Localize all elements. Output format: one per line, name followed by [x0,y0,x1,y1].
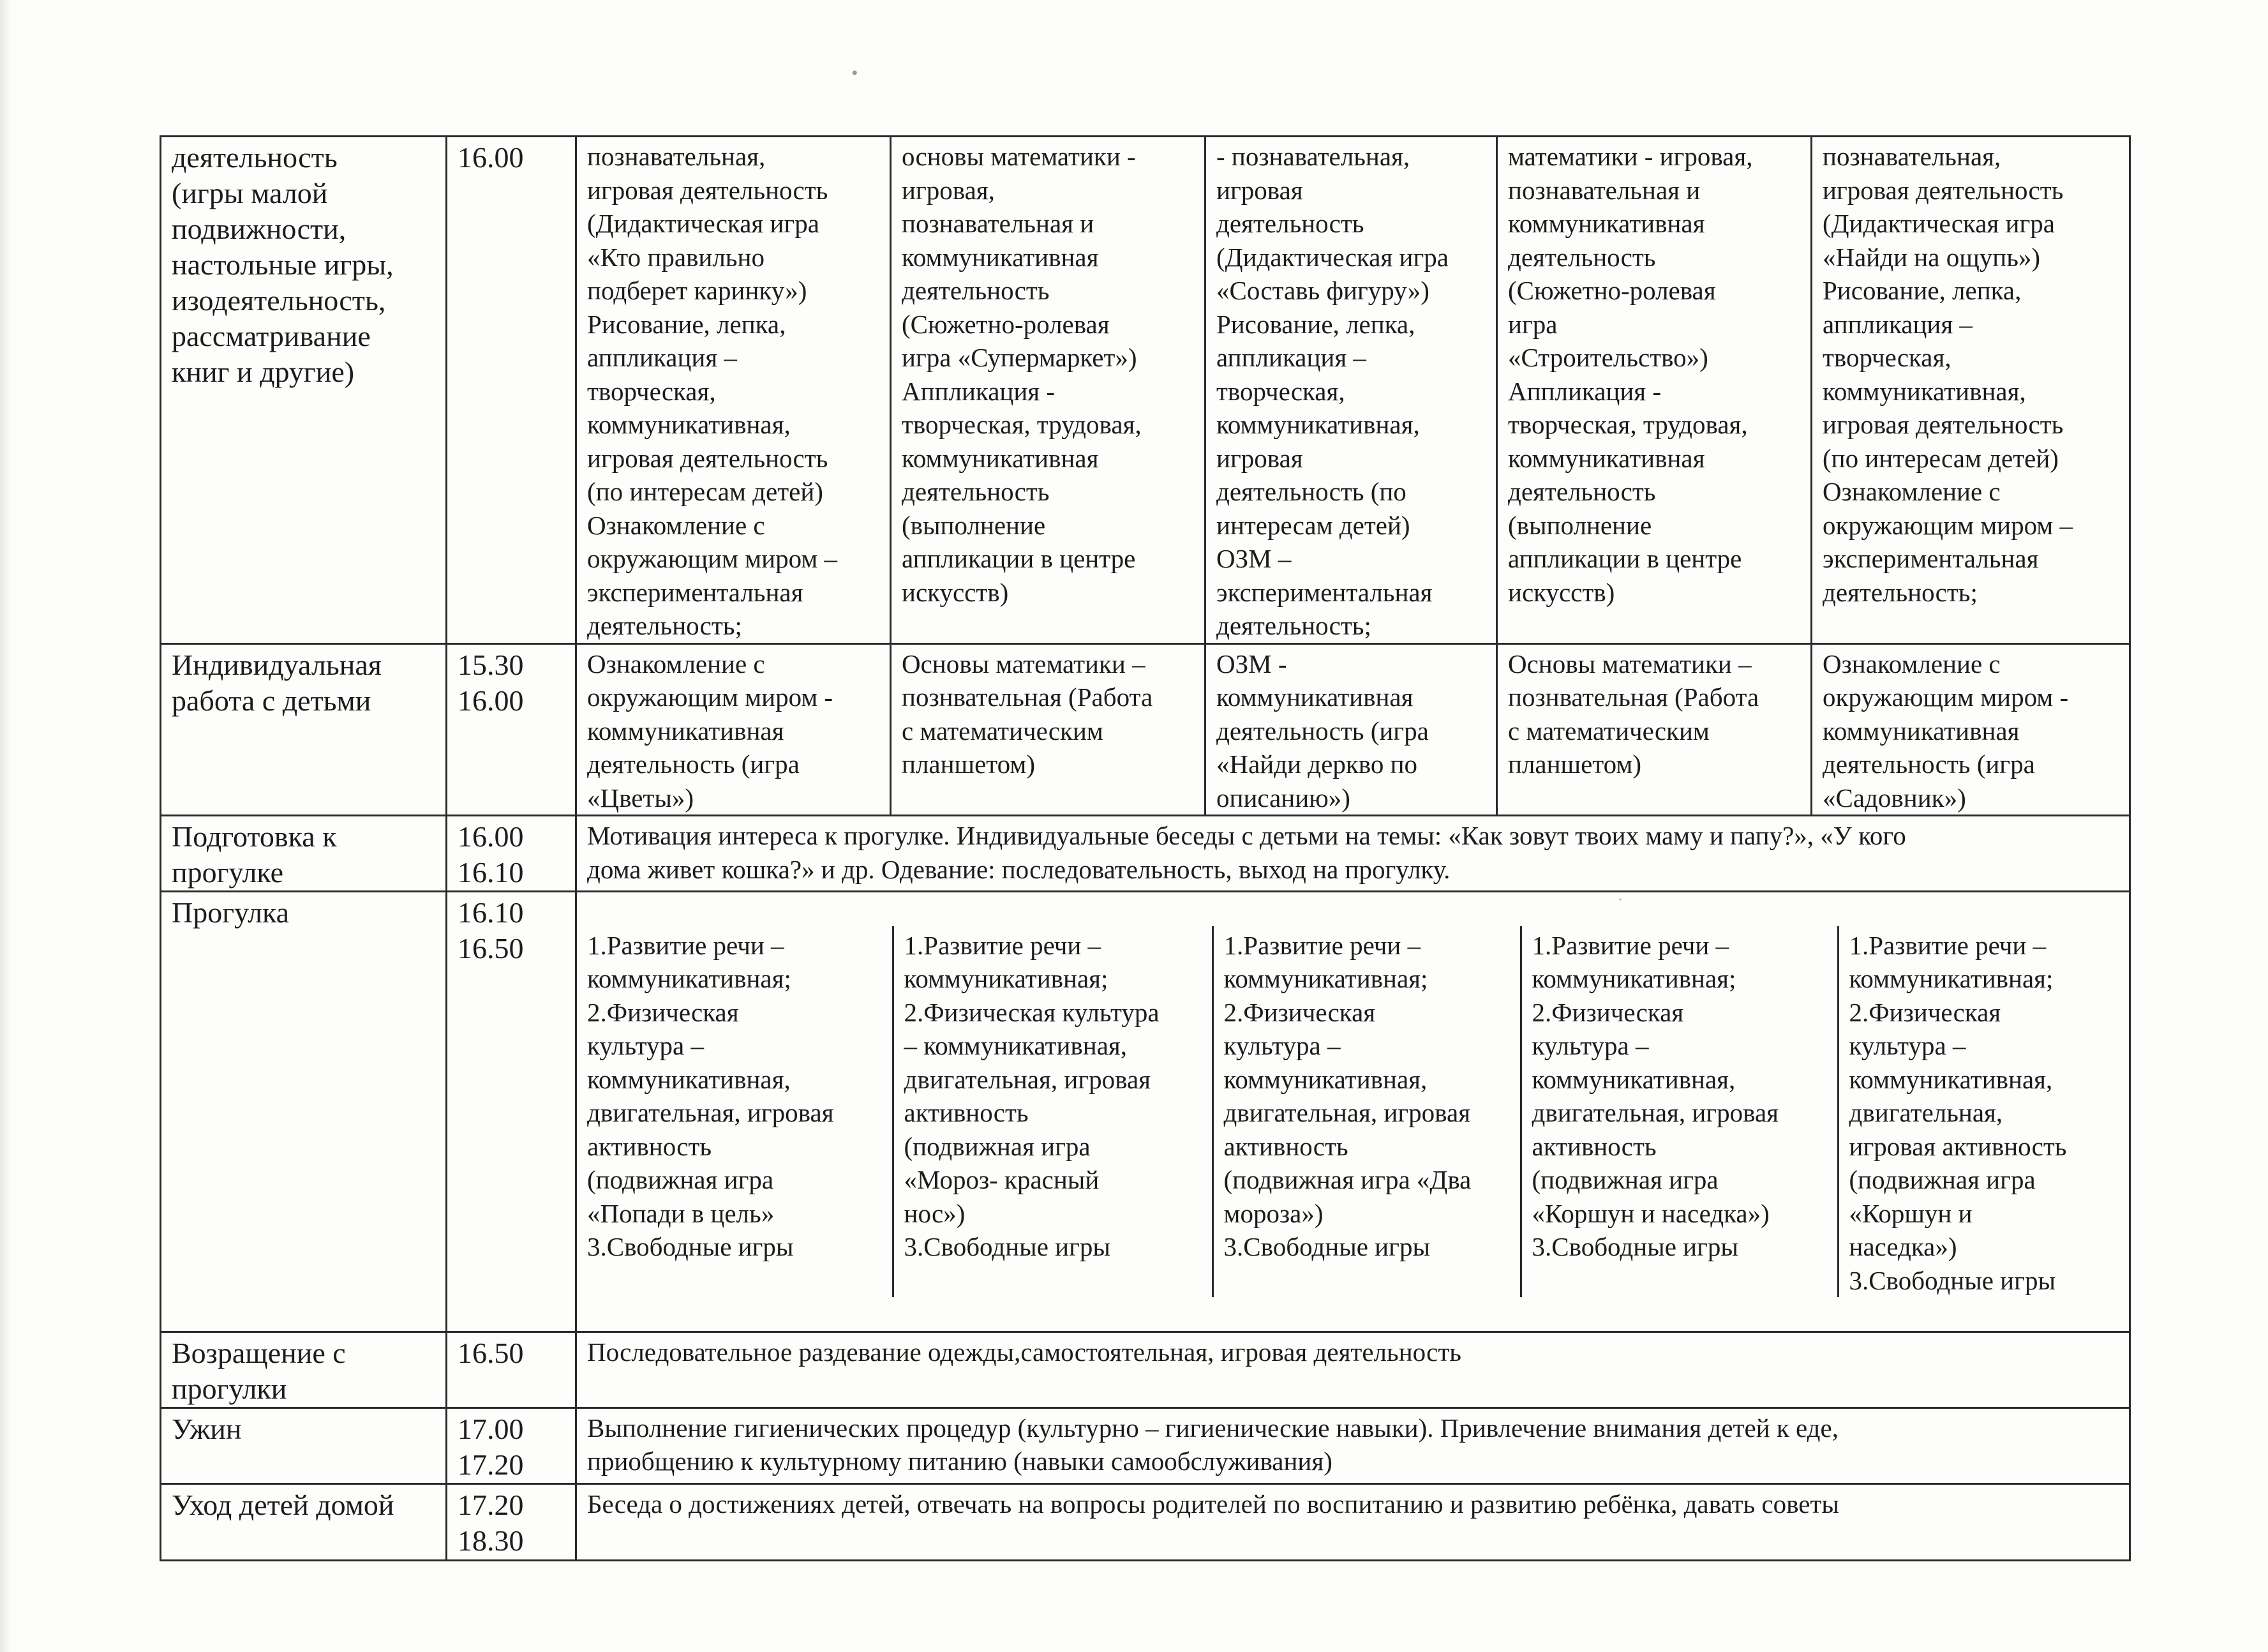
day-cell: 1.Развитие речи – коммуникативная; 2.Физическая культура – коммуникативная, двигательная, игровая активность (подвижная игра «Два мороза») 3.Свободные игры [1212,926,1521,1298]
day-cell: 1.Развитие речи – коммуникативная; 2.Физическая культура – коммуникативная, двигательная, игровая активность (подвижная игра «Коршун и наседка») 3.Свободные игры [1521,926,1838,1298]
walk-subtable [577,926,2129,1298]
table-row [161,816,2130,892]
table-row [161,137,2130,644]
merged-cell: Беседа о достижениях детей, отвечать на вопросы родителей по воспитанию и развитию ребёнка, давать советы [576,1483,2130,1560]
day-cell: - познавательная, игровая деятельность (Дидактическая игра «Составь фигуру») Рисование, лепка, аппликация – творческая, коммуникативная, игровая деятельность (по интересам детей) ОЗМ – экспериментальная деятельность; [1205,137,1497,644]
merged-cell: Выполнение гигиенических процедур (культурно – гигиенические навыки). Привлечение внимания детей к еде, приобщению к культурному питанию (навыки самообслуживания) [576,1408,2130,1483]
row-time: 17.20 18.30 [447,1483,576,1560]
day-cell: 1.Развитие речи – коммуникативная; 2.Физическая культура – коммуникативная, двигательная, игровая активность (подвижная игра «Коршун и наседка») 3.Свободные игры [1849,930,2067,1295]
row-time: 16.10 16.50 [447,892,576,1332]
row-label: Индивидуальная работа с детьми [161,643,447,816]
row-time: 16.00 [447,137,576,644]
table-row [161,1332,2130,1408]
row-label: деятельность (игры малой подвижности, настольные игры, изодеятельность, рассматривание книг и другие) [161,137,447,644]
day-cell: 1.Развитие речи – коммуникативная; 2.Физическая культура – коммуникативная, двигательная, игровая активность (подвижная игра «Попади в цель» 3.Свободные игры [577,926,893,1298]
day-cell: математики - игровая, познавательная и коммуникативная деятельность (Сюжетно-ролевая игра «Строительство») Аппликация - творческая, трудовая, коммуникативная деятельность (выполнение аппликации в центре искусств) [1497,137,1812,644]
merged-cell: Последовательное раздевание одежды,самостоятельная, игровая деятельность [576,1332,2130,1408]
row-label: Ужин [161,1408,447,1483]
row-time: 17.00 17.20 [447,1408,576,1483]
day-cell: Основы математики – познвательная (Работа с математическим планшетом) [891,643,1205,816]
day-cell: 1.Развитие речи – коммуникативная; 2.Физическая культура – коммуникативная, двигательная, игровая активность (подвижная игра «Мороз- красный нос») 3.Свободные игры [893,926,1212,1298]
row-time: 16.50 [447,1332,576,1408]
table-row [161,1483,2130,1560]
merged-cell: Мотивация интереса к прогулке. Индивидуальные беседы с детьми на темы: «Как зовут твоих маму и папу?», «У кого дома живет кошка?» и др. Одевание: последовательность, выход на прогулку. [576,816,2130,892]
day-cell: познавательная, игровая деятельность (Дидактическая игра «Найди на ощупь») Рисование, лепка, аппликация – творческая, коммуникативная, игровая деятельность (по интересам детей) Ознакомление с окружающим миром – экспериментальная деятельность; [1812,137,2130,644]
table-row [161,643,2130,816]
row-label: Уход детей домой [161,1483,447,1560]
day-cell: познавательная, игровая деятельность (Дидактическая игра «Кто правильно подберет каринку») Рисование, лепка, аппликация – творческая, коммуникативная, игровая деятельность (по интересам детей) Ознакомление с окружающим миром – экспериментальная деятельность; [576,137,891,644]
daily-schedule-table [160,135,2131,1561]
walk-cells-group [576,892,2130,1332]
day-cell: ОЗМ - коммуникативная деятельность (игра «Найди деркво по описанию») [1205,643,1497,816]
row-label: Подготовка к прогулке [161,816,447,892]
day-cell: основы математики - игровая, познавательная и коммуникативная деятельность (Сюжетно-ролевая игра «Супермаркет») Аппликация - творческая, трудовая, коммуникативная деятельность (выполнение аппликации в центре искусств) [891,137,1205,644]
day-cell: Основы математики – познвательная (Работа с математическим планшетом) [1497,643,1812,816]
row-time: 15.30 16.00 [447,643,576,816]
scan-edge-shadow [0,0,11,1652]
day-cell: Ознакомление с окружающим миром - коммуникативная деятельность (игра «Цветы») [576,643,891,816]
row-label: Прогулка [161,892,447,1332]
row-label: Возращение с прогулки [161,1332,447,1408]
row-time: 16.00 16.10 [447,816,576,892]
table-row [161,1408,2130,1483]
scan-speck-mark: • [851,63,858,84]
scan-speck-mark: · [1618,892,1623,908]
day-cell: Ознакомление с окружающим миром - коммуникативная деятельность (игра «Садовник») [1812,643,2130,816]
table-row [161,892,2130,1332]
